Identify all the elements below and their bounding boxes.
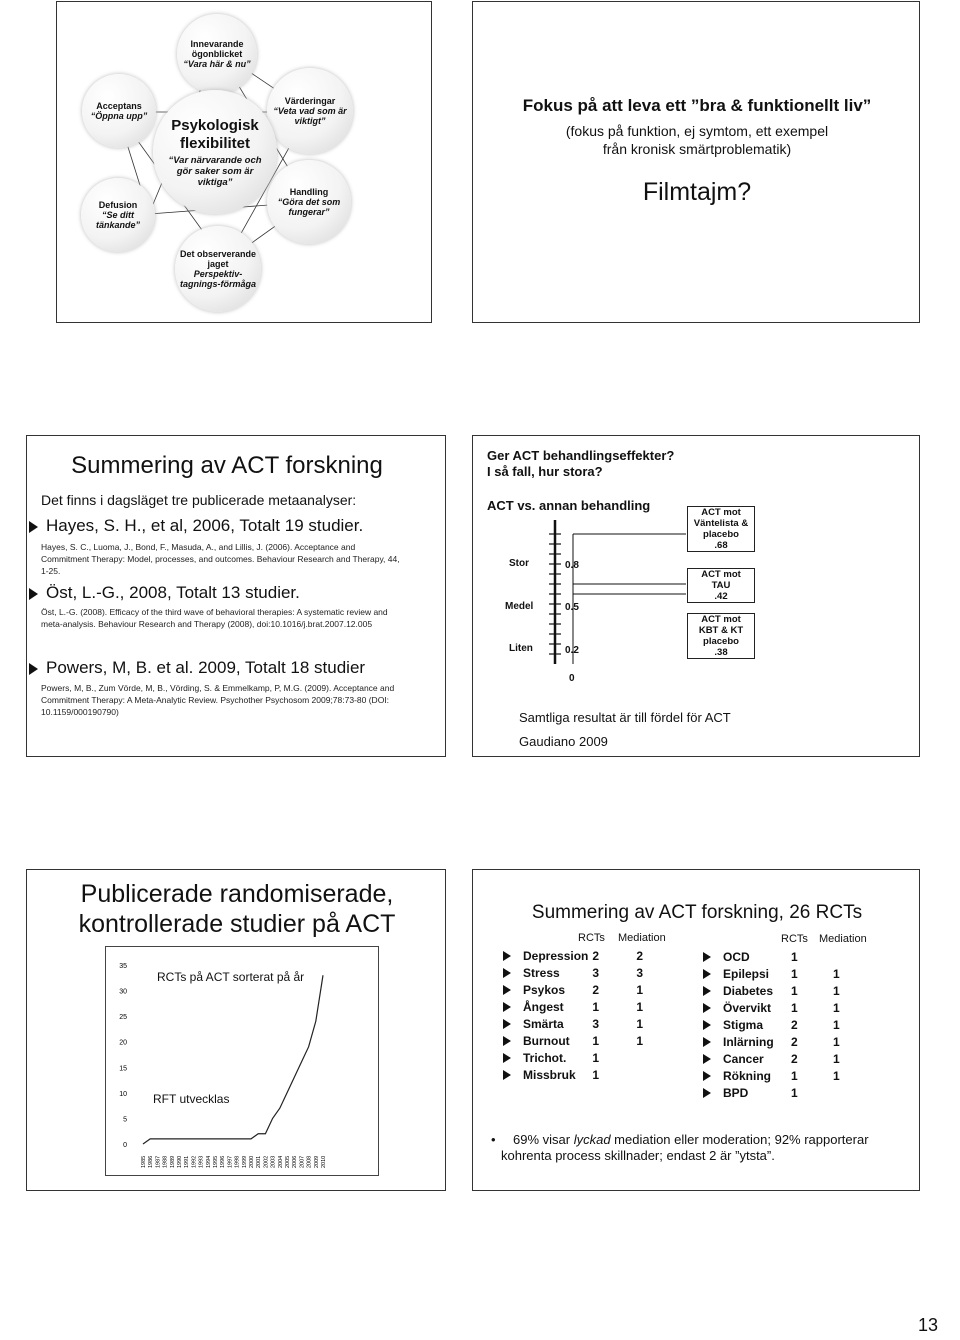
node-acceptance-sub: “Öppna upp” bbox=[90, 111, 148, 121]
x-tick-label: 1985 bbox=[141, 1155, 147, 1168]
node-present-title: Innevarande ögonblicket bbox=[190, 39, 244, 59]
arrow-bullet-icon bbox=[503, 985, 511, 995]
node-values-title: Värderingar bbox=[284, 96, 336, 106]
x-tick-label: 1999 bbox=[241, 1155, 248, 1168]
box-tau bbox=[687, 568, 755, 603]
condition-rcts: 2 bbox=[791, 1034, 798, 1049]
condition-mediation: 1 bbox=[833, 1068, 840, 1083]
condition-row bbox=[701, 982, 842, 999]
x-tick-label: 1998 bbox=[234, 1155, 241, 1168]
node-defusion bbox=[81, 178, 155, 252]
condition-mediation: 1 bbox=[833, 1017, 840, 1032]
condition-rcts: 1 bbox=[791, 1085, 798, 1100]
x-tick-label: 1994 bbox=[205, 1155, 212, 1168]
y-tick-label: 30 bbox=[119, 988, 127, 996]
arrow-bullet-icon bbox=[503, 1019, 511, 1029]
condition-rcts: 1 bbox=[592, 999, 600, 1014]
meta-item-2 bbox=[29, 583, 300, 603]
condition-rcts: 1 bbox=[791, 949, 798, 964]
condition-row bbox=[501, 998, 645, 1015]
node-values-sub: “Veta vad som är viktigt” bbox=[273, 106, 347, 126]
y-tick-label: 5 bbox=[123, 1116, 127, 1124]
effect-label: ACT vs. annan behandling bbox=[487, 498, 651, 513]
condition-name: BPD bbox=[723, 1085, 749, 1100]
x-tick-label: 2006 bbox=[292, 1155, 299, 1168]
node-present-sub: “Vara här & nu” bbox=[183, 59, 251, 69]
condition-rcts: 3 bbox=[592, 1016, 600, 1031]
x-tick-label: 2002 bbox=[263, 1155, 270, 1168]
y-tick-label: 0 bbox=[123, 1142, 127, 1149]
x-tick-label: 2007 bbox=[299, 1155, 306, 1168]
fokus-heading: Fokus på att leva ett ”bra & funktionellt liv” bbox=[522, 96, 872, 115]
chart-slide-title-2: kontrollerade studier på ACT bbox=[78, 910, 396, 938]
x-tick-label: 1989 bbox=[169, 1155, 176, 1168]
condition-mediation: 1 bbox=[833, 983, 840, 998]
condition-mediation: 1 bbox=[833, 966, 840, 981]
effect-conclusion: Samtliga resultat är till fördel för ACT bbox=[519, 710, 731, 725]
arrow-bullet-icon bbox=[503, 968, 511, 978]
value-02: 0.2 bbox=[565, 645, 579, 656]
condition-name: Stress bbox=[523, 965, 560, 980]
arrow-bullet-icon bbox=[703, 1071, 711, 1081]
node-center-flexibility bbox=[153, 90, 277, 214]
x-tick-label: 1990 bbox=[177, 1155, 183, 1168]
condition-mediation: 1 bbox=[833, 1034, 840, 1049]
condition-name: OCD bbox=[723, 949, 750, 964]
arrow-bullet-icon bbox=[703, 1037, 711, 1047]
effect-q2: I så fall, hur stora? bbox=[487, 464, 603, 479]
arrow-bullet-icon bbox=[703, 986, 711, 996]
x-tick-label: 2000 bbox=[249, 1155, 255, 1168]
box1-l3: placebo bbox=[703, 529, 739, 540]
summering-intro: Det finns i dagsläget tre publicerade metaanalyser: bbox=[41, 492, 357, 508]
arrow-bullet-icon bbox=[503, 1053, 511, 1063]
page-number: 13 bbox=[917, 1315, 938, 1335]
condition-row bbox=[701, 965, 842, 982]
condition-name: Smärta bbox=[523, 1016, 564, 1031]
arrow-bullet-icon bbox=[703, 1020, 711, 1030]
level-liten: Liten bbox=[509, 643, 533, 654]
node-defusion-title: Defusion bbox=[98, 200, 138, 210]
arrow-bullet-icon bbox=[29, 663, 38, 675]
condition-row bbox=[501, 1049, 645, 1066]
arrow-bullet-icon bbox=[29, 588, 38, 600]
condition-rcts: 1 bbox=[592, 1033, 600, 1048]
x-tick-label: 2005 bbox=[285, 1155, 291, 1168]
x-tick-label: 1997 bbox=[227, 1155, 234, 1168]
fokus-sub-1: (fokus på funktion, ej symtom, ett exempel bbox=[565, 123, 829, 139]
arrow-bullet-icon bbox=[503, 1070, 511, 1080]
x-tick-label: 1988 bbox=[162, 1155, 169, 1168]
bullet-dot-icon: • bbox=[491, 1132, 496, 1147]
condition-name: Cancer bbox=[723, 1051, 764, 1066]
node-present-moment bbox=[177, 14, 257, 94]
left-conditions-table bbox=[501, 947, 645, 1083]
node-self-title: Det observerande jaget bbox=[179, 249, 257, 269]
bullet-text-b: lyckad bbox=[573, 1132, 611, 1147]
x-tick-label: 1996 bbox=[220, 1155, 227, 1168]
bullet-text-c: mediation eller moderation; 92% rapporterar kohrenta process skillnader; endast 2 är ”ytsta”. bbox=[501, 1132, 869, 1163]
arrow-bullet-icon bbox=[703, 1003, 711, 1013]
condition-name: Psykos bbox=[523, 982, 566, 997]
meta-item-3 bbox=[29, 658, 365, 678]
box1-l2: Väntelista & bbox=[693, 518, 749, 529]
meta-ref-2: Öst, L.-G. (2008). Efficacy of the third wave of behavioral therapies: A systematic review and meta-analysis. Behaviour Research and Therapy (2008), doi:10.1016/j.brat.2007.12.005 bbox=[41, 607, 388, 629]
condition-row bbox=[701, 948, 842, 965]
y-tick-label: 35 bbox=[119, 963, 127, 970]
x-tick-label: 2004 bbox=[277, 1155, 284, 1168]
meta-ref-1: Hayes, S. C., Luoma, J., Bond, F., Masuda, A., and Lillis, J. (2006). Acceptance and Commitment Therapy: Model, processes, and outcomes. Behaviour Research and Therapy, 44, 1-25. bbox=[41, 542, 400, 576]
condition-mediation bbox=[634, 1066, 645, 1083]
condition-mediation bbox=[831, 1084, 842, 1101]
x-tick-label: 2003 bbox=[270, 1155, 277, 1168]
slide-hexaflex bbox=[56, 1, 432, 323]
effect-source: Gaudiano 2009 bbox=[519, 734, 608, 749]
mediation-bullet bbox=[491, 1132, 881, 1164]
fokus-sub-2: från kronisk smärtproblematik) bbox=[602, 141, 792, 157]
condition-rcts: 1 bbox=[791, 966, 798, 981]
condition-rcts: 1 bbox=[791, 983, 798, 998]
condition-mediation: 1 bbox=[833, 1051, 840, 1066]
node-acceptance-title: Acceptans bbox=[96, 101, 142, 111]
condition-rcts: 2 bbox=[791, 1017, 798, 1032]
x-tick-label: 1987 bbox=[155, 1155, 162, 1168]
x-tick-label: 1993 bbox=[198, 1155, 205, 1168]
condition-mediation: 1 bbox=[636, 982, 644, 997]
condition-row bbox=[701, 1084, 842, 1101]
box1-l1: ACT mot bbox=[701, 507, 741, 518]
condition-row bbox=[501, 981, 645, 998]
condition-row bbox=[501, 1015, 645, 1032]
condition-rcts: 1 bbox=[592, 1067, 600, 1082]
condition-row bbox=[501, 964, 645, 981]
condition-name: Ångest bbox=[523, 999, 564, 1014]
condition-rcts: 1 bbox=[791, 1000, 798, 1015]
box3-value: .38 bbox=[714, 647, 728, 658]
box2-value: .42 bbox=[714, 591, 728, 602]
box2-l1: ACT mot bbox=[701, 569, 741, 580]
node-action bbox=[267, 160, 351, 244]
meta-head-1: Hayes, S. H., et al, 2006, Totalt 19 studier. bbox=[46, 516, 364, 535]
y-tick-label: 25 bbox=[119, 1014, 127, 1022]
rct-line-chart bbox=[27, 870, 447, 1192]
meta-head-2: Öst, L.-G., 2008, Totalt 13 studier. bbox=[46, 583, 300, 602]
arrow-bullet-icon bbox=[703, 969, 711, 979]
box3-l1: ACT mot bbox=[701, 614, 741, 625]
slide-effektstorlek bbox=[472, 435, 920, 757]
right-col-med-header: Mediation bbox=[819, 933, 867, 945]
x-tick-label: 1992 bbox=[191, 1155, 198, 1168]
center-title: Psykologisk flexibilitet bbox=[171, 116, 259, 152]
box3-l2: KBT & KT bbox=[698, 625, 744, 636]
box1-value: .68 bbox=[714, 540, 728, 551]
x-tick-label: 2009 bbox=[313, 1155, 320, 1168]
condition-row bbox=[701, 1050, 842, 1067]
meta-ref-3: Powers, M, B., Zum Vörde, M, B., Vörding, S. & Emmelkamp, P, M.G. (2009). Acceptance and Commitment Therapy: A Meta-Analytic Review. Psychother Psychosom 2009;78:73-80 (DOI: 10.1159/000190790) bbox=[41, 683, 395, 717]
condition-row bbox=[701, 1067, 842, 1084]
center-subtitle: “Var närvarande och gör saker som är viktiga” bbox=[168, 154, 262, 188]
box3-l3: placebo bbox=[703, 636, 739, 647]
slide-summering bbox=[26, 435, 446, 757]
arrow-bullet-icon bbox=[703, 952, 711, 962]
x-tick-label: 2008 bbox=[306, 1155, 313, 1168]
left-col-rcts-header: RCTs bbox=[578, 932, 605, 944]
x-tick-label: 2010 bbox=[321, 1155, 327, 1168]
condition-row bbox=[501, 1032, 645, 1049]
level-medel: Medel bbox=[505, 601, 534, 612]
level-stor: Stor bbox=[509, 558, 529, 569]
condition-rcts: 2 bbox=[592, 982, 600, 997]
condition-row bbox=[501, 947, 645, 964]
value-05: 0.5 bbox=[565, 602, 579, 613]
chart-slide-title-1: Publicerade randomiserade, bbox=[80, 880, 394, 908]
node-acceptance bbox=[82, 74, 156, 148]
condition-name: Burnout bbox=[523, 1033, 570, 1048]
condition-mediation: 1 bbox=[636, 1033, 644, 1048]
condition-rcts: 2 bbox=[592, 948, 600, 963]
condition-mediation: 1 bbox=[636, 999, 644, 1014]
meta-head-3: Powers, M, B. et al. 2009, Totalt 18 studier bbox=[46, 658, 366, 677]
condition-rcts: 3 bbox=[592, 965, 600, 980]
node-action-title: Handling bbox=[289, 187, 329, 197]
condition-name: Övervikt bbox=[723, 1000, 772, 1015]
arrow-bullet-icon bbox=[503, 1002, 511, 1012]
y-tick-label: 10 bbox=[119, 1090, 127, 1098]
node-self-sub: Perspektiv-tagnings-förmåga bbox=[179, 269, 256, 289]
condition-name: Depression bbox=[523, 948, 589, 963]
condition-rcts: 1 bbox=[791, 1068, 798, 1083]
box-kbt bbox=[687, 613, 755, 659]
node-values bbox=[267, 68, 353, 154]
x-tick-label: 2001 bbox=[256, 1155, 263, 1168]
arrow-bullet-icon bbox=[703, 1088, 711, 1098]
chart-annotation: RFT utvecklas bbox=[153, 1092, 230, 1106]
condition-name: Stigma bbox=[723, 1017, 764, 1032]
chart-title: RCTs på ACT sorterat på år bbox=[157, 970, 305, 984]
node-observing-self bbox=[175, 226, 261, 312]
condition-mediation bbox=[831, 948, 842, 965]
condition-name: Rökning bbox=[723, 1068, 771, 1083]
condition-name: Epilepsi bbox=[723, 966, 770, 981]
arrow-bullet-icon bbox=[703, 1054, 711, 1064]
arrow-bullet-icon bbox=[503, 951, 511, 961]
condition-mediation: 3 bbox=[636, 965, 644, 980]
arrow-bullet-icon bbox=[503, 1036, 511, 1046]
bullet-text-a: 69% visar bbox=[513, 1132, 574, 1147]
left-col-med-header: Mediation bbox=[618, 932, 666, 944]
value-zero: 0 bbox=[569, 673, 575, 684]
condition-rcts: 1 bbox=[592, 1050, 600, 1065]
rct-series-line bbox=[143, 975, 323, 1144]
condition-mediation bbox=[634, 1049, 645, 1066]
condition-mediation: 1 bbox=[636, 1016, 644, 1031]
right-conditions-table bbox=[701, 948, 842, 1101]
y-tick-label: 20 bbox=[119, 1039, 127, 1047]
x-tick-label: 1991 bbox=[184, 1155, 191, 1168]
slide-26-rcts bbox=[472, 869, 920, 1191]
box-waitlist bbox=[687, 506, 755, 552]
effect-q1: Ger ACT behandlingseffekter? bbox=[487, 448, 675, 463]
condition-name: Inlärning bbox=[723, 1034, 774, 1049]
condition-mediation: 2 bbox=[636, 948, 644, 963]
rcts-title: Summering av ACT forskning, 26 RCTs bbox=[531, 902, 863, 923]
right-col-rcts-header: RCTs bbox=[781, 933, 808, 945]
summering-title: Summering av ACT forskning bbox=[71, 452, 383, 479]
node-action-sub: “Göra det som fungerar” bbox=[277, 197, 341, 217]
value-08: 0.8 bbox=[565, 560, 579, 571]
condition-name: Diabetes bbox=[723, 983, 774, 998]
meta-item-1 bbox=[29, 516, 363, 536]
filmtajm: Filmtajm? bbox=[642, 178, 752, 206]
x-tick-label: 1986 bbox=[148, 1155, 155, 1168]
node-defusion-sub: “Se ditt tänkande” bbox=[95, 210, 140, 230]
condition-row bbox=[701, 1016, 842, 1033]
box2-l2: TAU bbox=[711, 580, 731, 591]
condition-row bbox=[501, 1066, 645, 1083]
condition-name: Trichot. bbox=[523, 1050, 567, 1065]
condition-rcts: 2 bbox=[791, 1051, 798, 1066]
condition-row bbox=[701, 999, 842, 1016]
condition-row bbox=[701, 1033, 842, 1050]
condition-mediation: 1 bbox=[833, 1000, 840, 1015]
condition-name: Missbruk bbox=[523, 1067, 576, 1082]
arrow-bullet-icon bbox=[29, 521, 38, 533]
x-tick-label: 1995 bbox=[213, 1155, 219, 1168]
y-tick-label: 15 bbox=[119, 1065, 127, 1073]
slide-fokus bbox=[472, 1, 920, 323]
slide-rct-chart bbox=[26, 869, 446, 1191]
